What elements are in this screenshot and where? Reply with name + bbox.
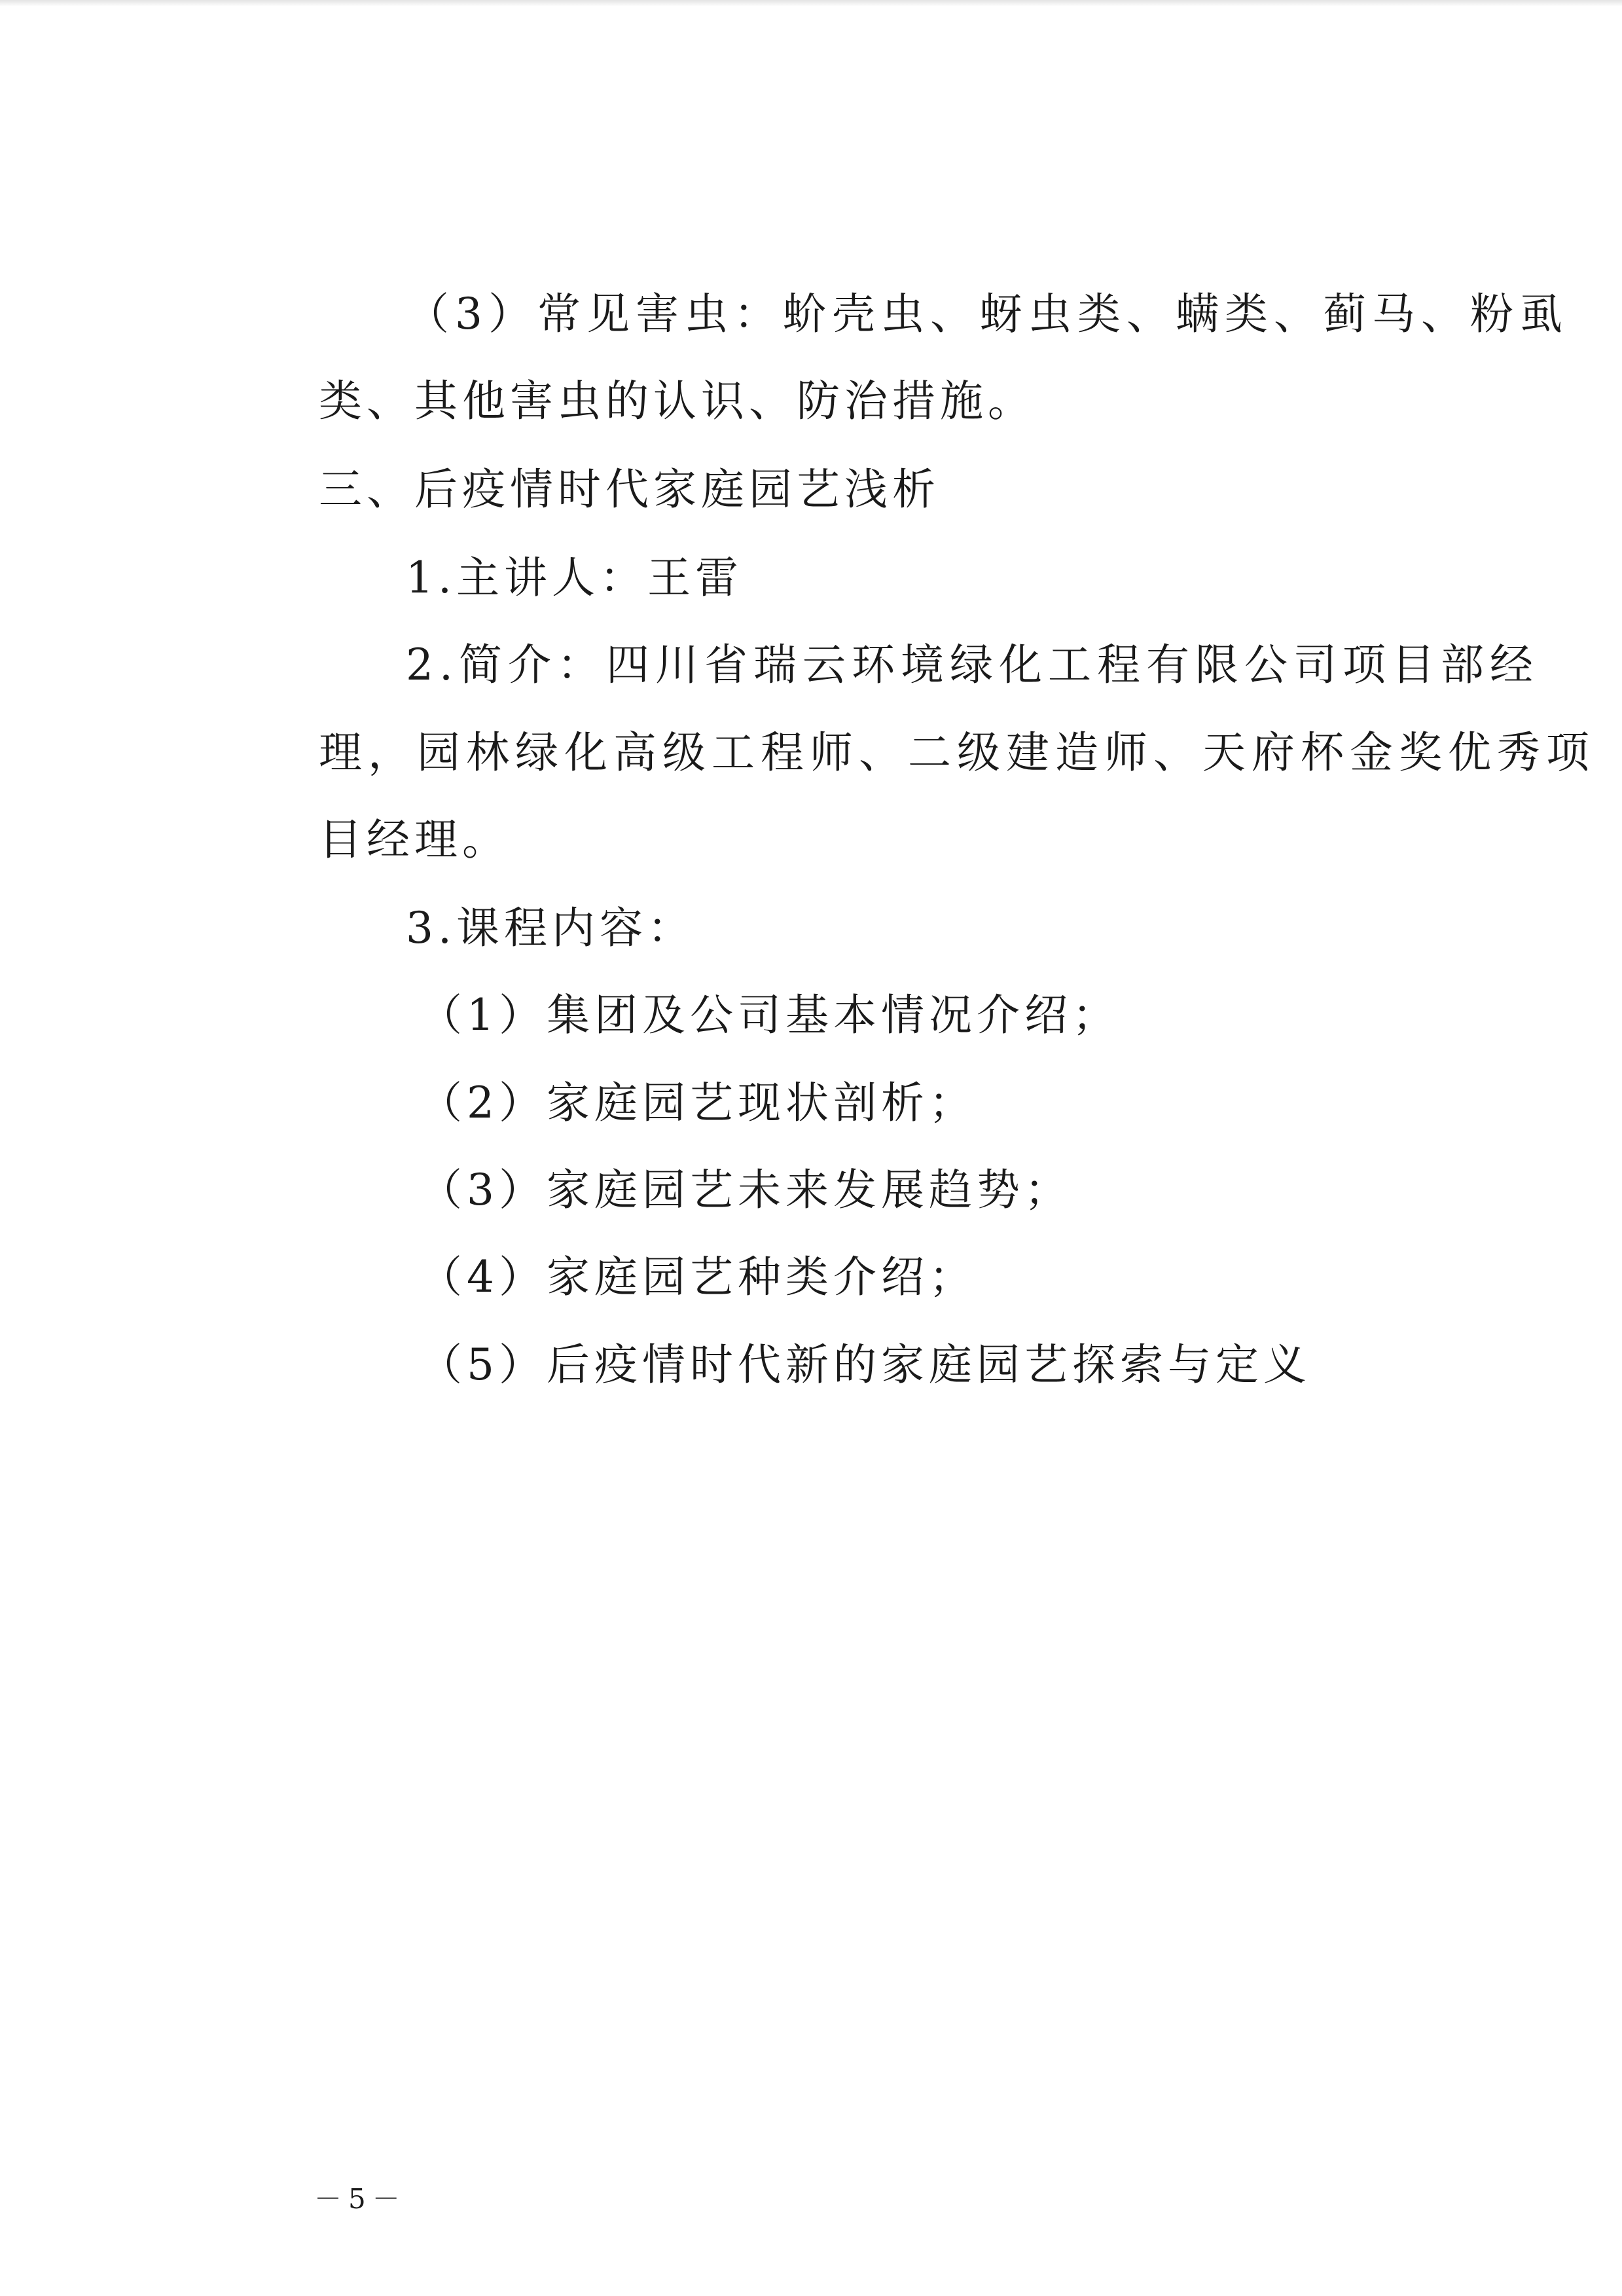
- course-item-2: （2）家庭园艺现状剖析；: [419, 1078, 977, 1128]
- speaker-line: 1.主讲人：王雷: [406, 553, 743, 603]
- section-heading-3: 三、后疫情时代家庭园艺浅析: [319, 464, 940, 515]
- course-item-1: （1）集团及公司基本情况介绍；: [419, 990, 1120, 1040]
- intro-line-2: 理，园林绿化高级工程师、二级建造师、天府杯金奖优秀项: [319, 727, 1595, 778]
- intro-line-1: 2.简介：四川省瑞云环境绿化工程有限公司项目部经: [406, 640, 1539, 690]
- pest-item-3-line-2: 类、其他害虫的认识、防治措施。: [319, 376, 1036, 426]
- scan-edge: [0, 0, 1622, 7]
- course-content-heading: 3.课程内容：: [406, 903, 695, 953]
- page-number: －5－: [314, 2183, 406, 2215]
- course-item-4: （4）家庭园艺种类介绍；: [419, 1252, 977, 1302]
- course-item-3: （3）家庭园艺未来发展趋势；: [419, 1165, 1072, 1215]
- pest-item-3-line-1: （3）常见害虫：蚧壳虫、蚜虫类、螨类、蓟马、粉虱: [406, 289, 1568, 339]
- course-item-5: （5）后疫情时代新的家庭园艺探索与定义: [419, 1339, 1311, 1390]
- intro-line-3: 目经理。: [319, 814, 510, 865]
